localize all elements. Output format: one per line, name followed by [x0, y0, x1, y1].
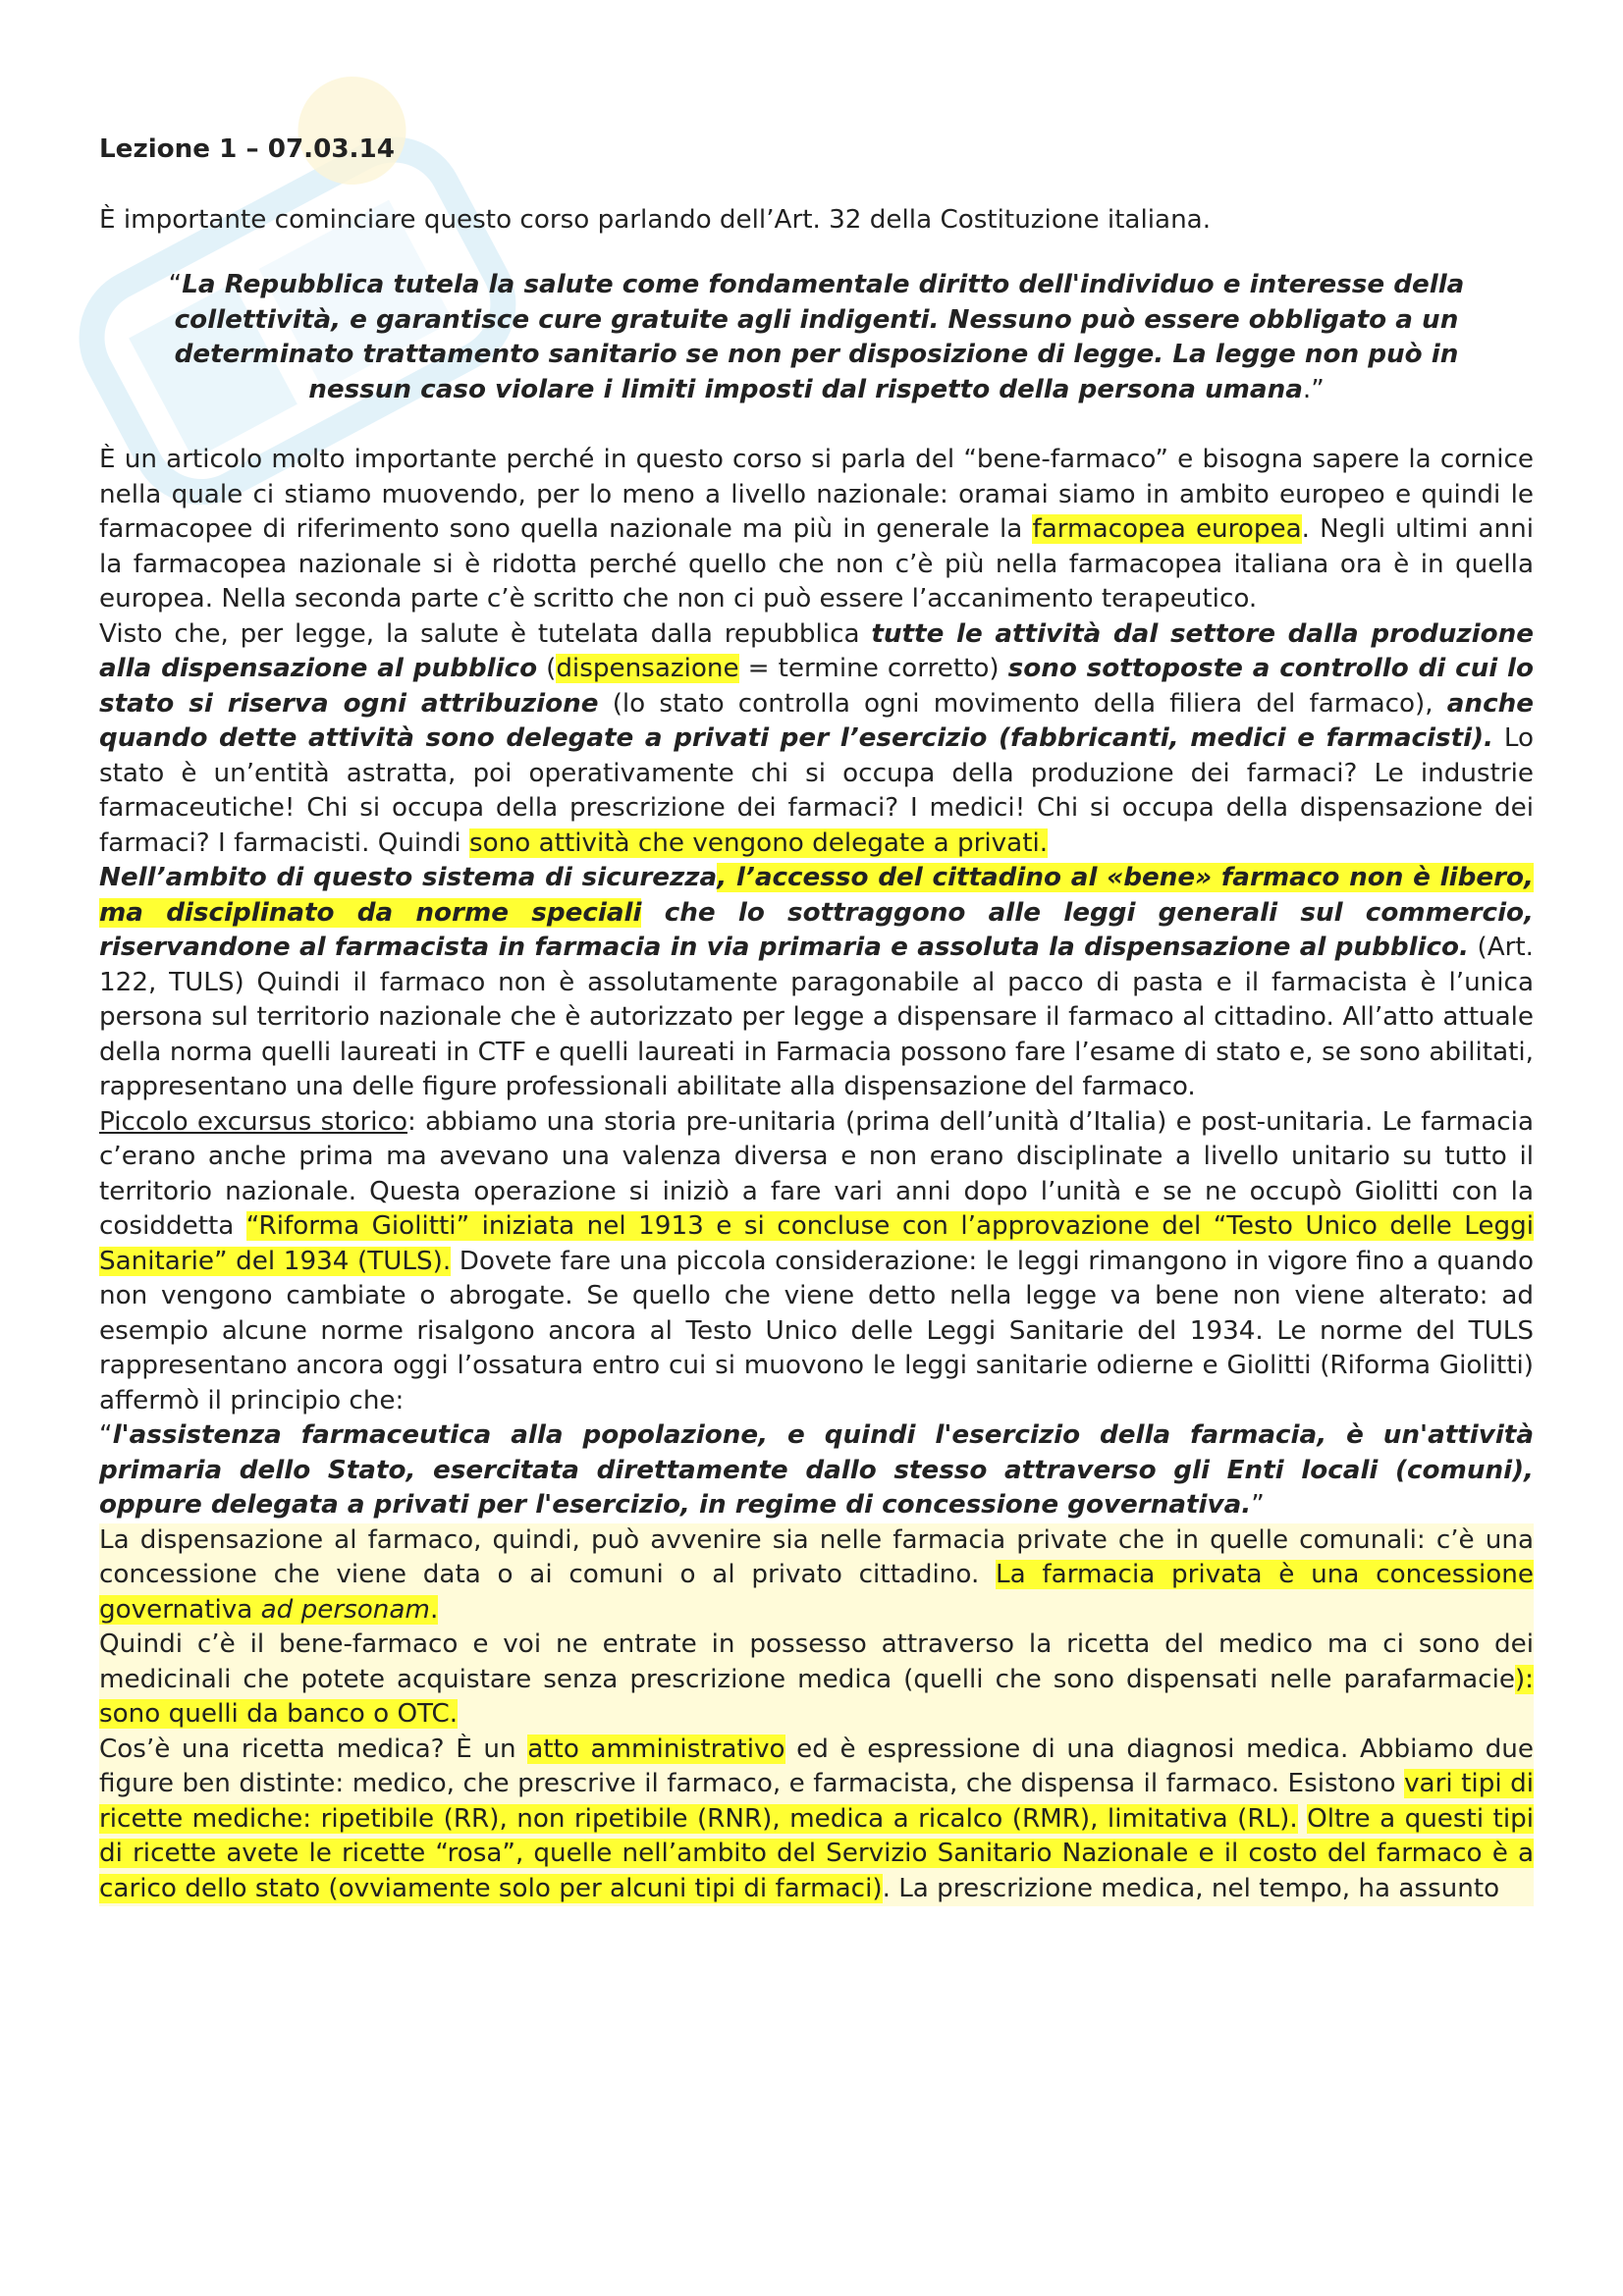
- p2-bold-3: anche quando dette attività sono delegate a privati per l’esercizio (fabbricanti, medici e farmacisti).: [99, 688, 1534, 753]
- paragraph-3: [99, 861, 1534, 1105]
- p7-text-3: . La prescrizione medica, nel tempo, ha assunto: [882, 1873, 1500, 1903]
- quote2-text: l'assistenza farmaceutica alla popolazione, e quindi l'esercizio della farmacia, è un'attività primaria dello Stato, esercitata direttamente dallo stesso attraverso gli Enti locali (comuni), oppure delegata a privati per l'esercizio, in regime di concessione governativa.: [99, 1420, 1534, 1520]
- p1-text-2: . Negli ultimi anni la farmacopea nazionale si è ridotta perché quello che non c’è più nella farmacopea italiana ora è in quella europea. Nella seconda parte c’è scritto che non ci può essere l’accanimento terapeutico.: [99, 514, 1534, 614]
- p2-text-4: (lo stato controlla ogni movimento della filiera del farmaco),: [598, 688, 1447, 719]
- highlight-ad-personam: ad personam: [260, 1594, 430, 1625]
- intro-paragraph: È importante cominciare questo corso parlando dell’Art. 32 della Costituzione italiana.: [99, 204, 1212, 235]
- p5-text: La dispensazione al farmaco, quindi, può avvenire sia nelle farmacia private che in quelle comunali: c’è una concessione che viene data o ai comuni o al privato cittadino.: [99, 1524, 1534, 1589]
- paragraph-2: [99, 617, 1534, 862]
- quote-text: La Repubblica tutela la salute come fondamentale diritto dell'individuo e interesse della collettività, e garantisce cure gratuite agli indigenti. Nessuno può essere obbligato a un determinato trattamento sanitario se non per disposizione di legge. La legge non può in nessun caso violare i limiti imposti dal rispetto della persona umana: [174, 270, 1465, 404]
- p2-text-2: (: [537, 654, 557, 683]
- p7-space: [1298, 1804, 1307, 1834]
- highlight-otc: ): sono quelli da banco o OTC.: [99, 1664, 1534, 1729]
- quote2-open: “: [99, 1420, 113, 1450]
- constitution-quote: [99, 268, 1534, 407]
- p3-bold-1: Nell’ambito di questo sistema di sicurezza: [99, 863, 718, 892]
- p2-bold-2: sono sottoposte a controllo di cui lo stato si riserva ogni attribuzione: [99, 654, 1534, 719]
- p2-bold-1: tutte le attività dal settore dalla produzione alla dispensazione al pubblico: [99, 618, 1534, 683]
- excursus-heading: Piccolo excursus storico: [99, 1106, 407, 1137]
- document-page: [99, 133, 1534, 1906]
- highlight-concessione: La farmacia privata è una concessione governativa: [99, 1560, 1534, 1625]
- p6-text: Quindi c’è il bene-farmaco e voi ne entrate in possesso attraverso la ricetta del medico ma ci sono dei medicinali che potete acquistare senza prescrizione medica (quelli che sono dispensati nelle parafarmacie: [99, 1629, 1534, 1694]
- lesson-title: Lezione 1 – 07.03.14: [99, 134, 395, 164]
- highlight-ricette-rosa: Oltre a questi tipi di ricette avete le ricette “rosa”, quelle nell’ambito del Servizio Sanitario Nazionale e il costo del farmaco è a carico dello stato (ovviamente solo per alcuni tipi di farmaci): [99, 1803, 1534, 1903]
- highlight-riforma: “Riforma Giolitti” iniziata nel 1913 e si concluse con l’approvazione del “Testo Unico delle Leggi Sanitarie” del 1934 (TULS).: [99, 1211, 1534, 1276]
- quote-open: “: [168, 270, 183, 299]
- paragraph-5: [99, 1523, 1534, 1629]
- giolitti-quote: [99, 1418, 1534, 1523]
- p7-text-2: ed è espressione di una diagnosi medica. Abbiamo due figure ben distinte: medico, che prescrive il farmaco, e farmacista, che dispensa il farmaco. Esistono: [99, 1734, 1534, 1798]
- p2-text: Visto che, per legge, la salute è tutelata dalla repubblica: [99, 618, 872, 649]
- highlight-dispensazione: dispensazione: [556, 654, 739, 683]
- highlight-tipi-ricette: vari tipi di ricette mediche: ripetibile (RR), non ripetibile (RNR), medica a ricalco (RMR), limitativa (RL).: [99, 1769, 1534, 1834]
- quote-close: .”: [1302, 374, 1325, 404]
- highlight-delegate: sono attività che vengono delegate a privati.: [469, 828, 1049, 858]
- paragraph-7: [99, 1733, 1534, 1907]
- quote2-close: ”: [1251, 1490, 1265, 1520]
- p3-bold-2: che lo sottraggono alle leggi generali sul commercio, riservandone al farmacista in farmacia in via primaria e assoluta la dispensazione al pubblico.: [99, 897, 1534, 962]
- paragraph-4: [99, 1105, 1534, 1419]
- highlight-period: .: [429, 1594, 439, 1625]
- paragraph-6: [99, 1628, 1534, 1733]
- p3-text: (Art. 122, TULS) Quindi il farmaco non è assolutamente paragonabile al pacco di pasta e il farmacista è l’unica persona sul territorio nazionale che è autorizzato per legge a dispensare il farmaco al cittadino. All’atto attuale della norma quelli laureati in CTF e quelli laureati in Farmacia possono fare l’esame di stato e, se sono abilitati, rappresentano una delle figure professionali abilitate alla dispensazione del farmaco.: [99, 933, 1534, 1101]
- p7-text: Cos’è una ricetta medica? È un: [99, 1734, 528, 1764]
- p2-text-5: Lo stato è un’entità astratta, poi operativamente chi si occupa della produzione dei farmaci? Le industrie farmaceutiche! Chi si occupa della prescrizione dei farmaci? I medici! Chi si occupa della dispensazione dei farmaci? I farmacisti. Quindi: [99, 723, 1534, 858]
- p1-text: È un articolo molto importante perché in questo corso si parla del “bene-farmaco” e bisogna sapere la cornice nella quale ci stiamo muovendo, per lo meno a livello nazionale: oramai siamo in ambito europeo e quindi le farmacopee di riferimento sono quella nazionale ma più in generale la: [99, 445, 1534, 544]
- highlight-atto: atto amministrativo: [527, 1734, 785, 1764]
- p2-text-3: = termine corretto): [738, 654, 1008, 683]
- p4-text-2: Dovete fare una piccola considerazione: le leggi rimangono in vigore fino a quando non vengono cambiate o abrogate. Se quello che viene detto nella legge va bene non viene alterato: ad esempio alcune norme risalgono ancora al Testo Unico delle Leggi Sanitarie del 1934. Le norme del TULS rappresentano ancora oggi l’ossatura entro cui si muovono le leggi sanitarie odierne e Giolitti (Riforma Giolitti) affermò il principio che:: [99, 1246, 1534, 1415]
- highlight-farmacopea: farmacopea europea: [1032, 514, 1302, 544]
- highlight-accesso: , l’accesso del cittadino al «bene» farmaco non è libero, ma disciplinato da norme speciali: [99, 863, 1534, 928]
- paragraph-1: [99, 443, 1534, 617]
- p4-text: : abbiamo una storia pre-unitaria (prima dell’unità d’Italia) e post-unitaria. Le farmacia c’erano anche prima ma avevano una valenza diversa e non erano disciplinate a livello unitario su tutto il territorio nazionale. Questa operazione si iniziò a fare vari anni dopo l’unità e se ne occupò Giolitti con la cosiddetta: [99, 1106, 1534, 1241]
